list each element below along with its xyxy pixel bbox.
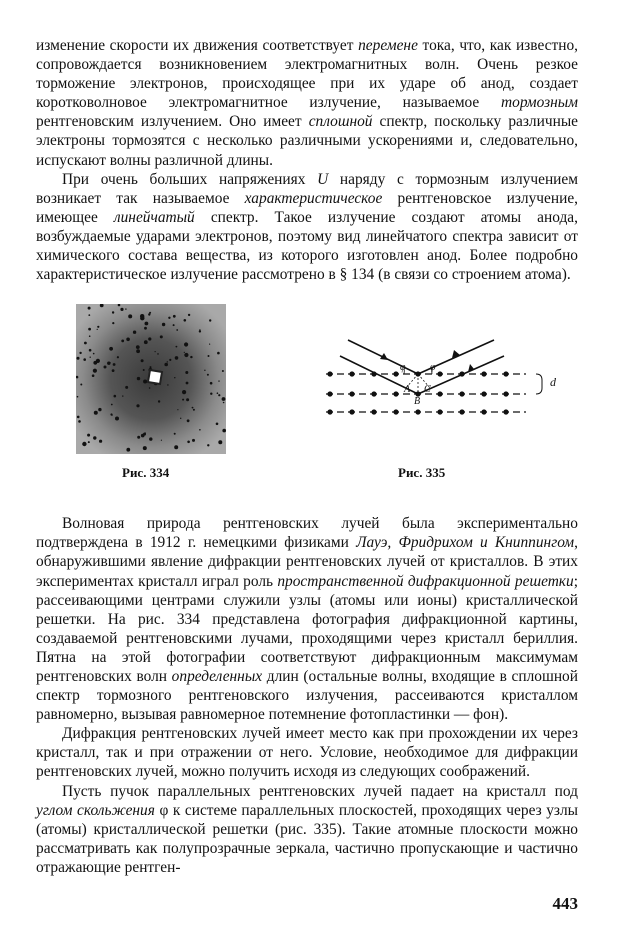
lattice-atom xyxy=(327,410,332,415)
diffraction-spot xyxy=(161,440,162,441)
lattice-atom xyxy=(503,410,508,415)
diffraction-spot xyxy=(148,314,150,316)
diffraction-spot xyxy=(109,362,110,363)
diffraction-spot xyxy=(169,359,171,361)
diffraction-spot xyxy=(84,342,87,345)
lattice-atom xyxy=(371,392,376,397)
diffraction-spot xyxy=(182,399,184,401)
lattice-atom xyxy=(349,410,354,415)
paragraph-4: Дифракция рентгеновских лучей имеет место как при прохождении их через кристалл, так и при отражении от него. Условие, необходимое для дифракции рентгеновских лучей, можно получить исходя из следующих соображений. xyxy=(36,725,578,781)
diffraction-spot xyxy=(143,446,147,450)
diffraction-spot xyxy=(140,314,144,318)
diffraction-spot xyxy=(88,314,90,316)
label-a: A xyxy=(404,384,411,396)
diffraction-spot xyxy=(174,433,176,435)
lattice-atom xyxy=(327,392,332,397)
lattice-atom xyxy=(393,392,398,397)
diffraction-spot xyxy=(145,322,149,326)
diffraction-spot xyxy=(80,384,82,386)
diffraction-spot xyxy=(77,416,80,419)
lattice-atom xyxy=(481,410,486,415)
diffraction-spot xyxy=(97,326,99,328)
diffraction-spot xyxy=(184,343,188,347)
diffraction-spot xyxy=(155,351,156,352)
diffraction-spot xyxy=(204,370,205,371)
label-phi-left: φ xyxy=(400,362,406,374)
diffraction-spot xyxy=(180,418,181,419)
diffraction-spot xyxy=(158,401,160,403)
diffraction-spot xyxy=(190,356,192,358)
diffraction-spot xyxy=(110,414,112,416)
diffraction-spot xyxy=(218,381,219,382)
diffraction-spot xyxy=(125,309,126,310)
diffraction-spot xyxy=(167,361,168,362)
diffraction-spot xyxy=(82,442,86,446)
diffraction-spot xyxy=(79,352,81,354)
diffraction-spot xyxy=(199,330,201,332)
diffraction-spot xyxy=(88,441,90,443)
diffraction-spot xyxy=(120,308,123,311)
diffraction-spot xyxy=(176,329,178,331)
diffraction-spot xyxy=(126,338,130,342)
diffraction-spot xyxy=(207,374,209,376)
diffraction-spot xyxy=(77,396,79,398)
paragraph-2: При очень больших напряжениях U наряду с тормозным излучением возникает так называемое характеристическое рентгеновское излучение, имеющее линейчатый спектр. Такое излучение создают атомы анода, возбуждаемые ударами электронов, поэтому вид линейчатого спектра зависит от химического состава вещества, из которого изготовлен анод. Более подробно характеристическое излучение рассмотрено в § 134 (в связи со строением атома). xyxy=(36,170,578,284)
diffraction-spot xyxy=(112,322,114,324)
label-c: C xyxy=(424,384,431,396)
label-b: B xyxy=(414,396,421,408)
lattice-atom xyxy=(415,410,420,415)
diffraction-spot xyxy=(148,338,151,341)
diffraction-spot xyxy=(141,434,145,438)
diffraction-spot xyxy=(184,352,185,353)
d-bracket xyxy=(536,374,542,394)
figures-row xyxy=(36,284,578,514)
diffraction-spot xyxy=(143,380,147,384)
diffraction-spot xyxy=(174,377,175,378)
diffraction-spot xyxy=(208,355,210,357)
diffraction-spot xyxy=(92,375,95,378)
rays xyxy=(340,340,504,394)
label-phi-right: φ xyxy=(430,362,436,374)
diffraction-spot xyxy=(176,346,178,348)
diffraction-spot xyxy=(210,393,212,395)
diffraction-spot xyxy=(192,407,194,409)
diffraction-spot xyxy=(186,399,189,402)
diffraction-spot xyxy=(114,395,117,398)
page-body xyxy=(36,36,578,877)
diffraction-spot xyxy=(177,409,178,410)
diffraction-spot xyxy=(217,352,220,355)
diffraction-spot xyxy=(112,369,115,372)
lattice-atom xyxy=(459,410,464,415)
diffraction-spot xyxy=(192,439,195,442)
diffraction-spot xyxy=(223,402,225,404)
lattice-atom xyxy=(437,372,442,377)
diffraction-spot xyxy=(136,345,140,349)
diffraction-spot xyxy=(218,394,220,396)
diffraction-spot xyxy=(88,328,91,331)
diffraction-spot xyxy=(88,307,91,310)
diffraction-spot xyxy=(164,363,168,367)
diffraction-spot xyxy=(143,369,145,371)
diffraction-spot xyxy=(96,359,100,363)
diffraction-spot xyxy=(217,393,219,395)
caption-fig-334: Рис. 334 xyxy=(122,465,170,481)
diffraction-spot xyxy=(188,314,190,316)
lattice-atom xyxy=(437,392,442,397)
diffraction-spot xyxy=(136,404,139,407)
lattice-atom xyxy=(481,372,486,377)
diffraction-spot xyxy=(185,371,188,374)
diffraction-spot xyxy=(87,434,90,437)
diffraction-spot xyxy=(184,319,187,322)
figure-335-bragg-diagram xyxy=(326,336,556,426)
diffraction-spot xyxy=(104,366,107,369)
diffraction-spot xyxy=(126,448,130,452)
diffraction-spot xyxy=(125,386,128,389)
diffraction-spot xyxy=(90,357,91,358)
central-beam-spot xyxy=(148,370,162,384)
lattice-atom xyxy=(503,392,508,397)
lattice-atom xyxy=(349,372,354,377)
diffraction-spot xyxy=(77,357,80,360)
diffraction-spot xyxy=(193,409,195,411)
paragraph-1: изменение скорости их движения соответствует перемене тока, что, как известно, сопровождается возникновением электромагнитных волн. Очень резкое торможение электронов, происходящее при их ударе об анод, создает коротковолновое электромагнитное излучение, называемое тормозным рентгеновским излучением. Оно имеет сплошной спектр, поскольку различные электроны тормозятся с несколько различными ускорениями и, следовательно, испускают волны различной длины. xyxy=(36,37,578,169)
diffraction-spot xyxy=(207,444,209,446)
diffraction-spot xyxy=(93,437,96,440)
diffraction-spot xyxy=(174,445,178,449)
diffraction-spot xyxy=(112,312,114,314)
diffraction-spot xyxy=(141,360,144,363)
diffraction-spot xyxy=(182,390,186,394)
diffraction-spot xyxy=(93,353,95,355)
diffraction-spot xyxy=(210,382,213,385)
diffraction-spot xyxy=(173,315,176,318)
diffraction-spot xyxy=(222,397,226,401)
diffraction-spot xyxy=(121,340,124,343)
diffraction-spot xyxy=(222,429,226,433)
lattice-atom xyxy=(371,410,376,415)
diffraction-spot xyxy=(184,353,188,357)
lattice-atom xyxy=(393,372,398,377)
diffraction-spot xyxy=(149,387,151,389)
diffraction-spot xyxy=(133,331,136,334)
diffraction-spot xyxy=(111,404,113,406)
lattice-atom xyxy=(503,372,508,377)
diffraction-spot xyxy=(149,438,152,441)
diffraction-spot xyxy=(83,359,86,362)
diffraction-spot xyxy=(186,382,189,385)
diffraction-spot xyxy=(89,336,91,338)
diffraction-spot xyxy=(199,429,201,431)
lattice-atom xyxy=(481,392,486,397)
lattice-atom xyxy=(437,410,442,415)
lattice-atom xyxy=(393,410,398,415)
diffraction-spot xyxy=(150,366,152,368)
diffraction-spot xyxy=(136,350,140,354)
diffraction-spot xyxy=(122,396,123,397)
diffraction-spot xyxy=(167,385,168,386)
diffraction-spot xyxy=(93,369,97,373)
ray-arrows xyxy=(380,350,474,372)
diffraction-spot xyxy=(97,329,98,330)
lattice-atoms xyxy=(327,372,508,415)
diffraction-spot xyxy=(128,315,132,319)
diffraction-spot xyxy=(115,417,119,421)
diffraction-spot xyxy=(187,420,190,423)
figure-334-diffraction-photo xyxy=(76,304,226,454)
caption-fig-335: Рис. 335 xyxy=(398,465,446,481)
diffraction-spot xyxy=(117,356,119,358)
diffraction-spot xyxy=(173,324,175,326)
paragraph-3: Волновая природа рентгеновских лучей была экспериментально подтверждена в 1912 г. немецкими физиками Лауэ, Фридрихом и Книппингом, обнаружившими явление дифракции рентгеновских лучей от кристаллов. В этих экспериментах кристалл играл роль пространственной дифракционной решетки; рассеивающими центрами служили узлы (атомы или ионы) кристаллической решетки. На рис. 334 представлена фотография дифракционной картины, создаваемой рентгеновскими лучами, проходящими через кристалл бериллия. Пятна на этой фотографии соответствуют дифракционным максимумам рентгеновских волн определенных длин (остальные волны, входящие в сплошной спектр тормозного рентгеновского излучения, рассеиваются кристаллом равномерно, вызывая равномерное потемнение фотопластинки — фон). xyxy=(36,515,578,724)
diffraction-spot xyxy=(137,436,140,439)
diffraction-spot xyxy=(162,323,165,326)
diffraction-spot xyxy=(94,411,98,415)
diffraction-spot xyxy=(137,377,140,380)
paragraph-5: Пусть пучок параллельных рентгеновских лучей падает на кристалл под углом скольжения φ к системе параллельных плоскостей, проходящих через узлы (атомы) кристаллической решетки (рис. 335). Такие атомные плоскости можно рассматривать как полупрозрачные зеркала, частично пропускающие и частично отражающие рентген- xyxy=(36,782,578,876)
diffraction-spot xyxy=(216,423,219,426)
diffraction-spot xyxy=(144,341,148,345)
page-number: 443 xyxy=(552,894,578,913)
diffraction-spot xyxy=(160,336,163,339)
label-d: d xyxy=(550,375,556,390)
diffraction-spot xyxy=(89,349,92,352)
diffraction-spot xyxy=(98,408,101,411)
diffraction-spot xyxy=(175,356,179,360)
diffraction-spot xyxy=(218,440,222,444)
diffraction-spot xyxy=(187,441,190,444)
lattice-atom xyxy=(349,392,354,397)
diffraction-spot xyxy=(99,440,102,443)
diffraction-spot xyxy=(209,320,211,322)
lattice-atom xyxy=(459,392,464,397)
diffraction-spot xyxy=(222,370,224,372)
diffraction-spot xyxy=(168,317,170,319)
diffraction-spot xyxy=(157,353,159,355)
diffraction-spot xyxy=(144,433,146,435)
lattice-atom xyxy=(327,372,332,377)
diffraction-spot xyxy=(144,327,147,330)
diffraction-spot xyxy=(109,347,113,351)
diffraction-spot xyxy=(113,363,116,366)
diffraction-spot xyxy=(209,344,210,345)
diffraction-spot xyxy=(78,420,81,423)
